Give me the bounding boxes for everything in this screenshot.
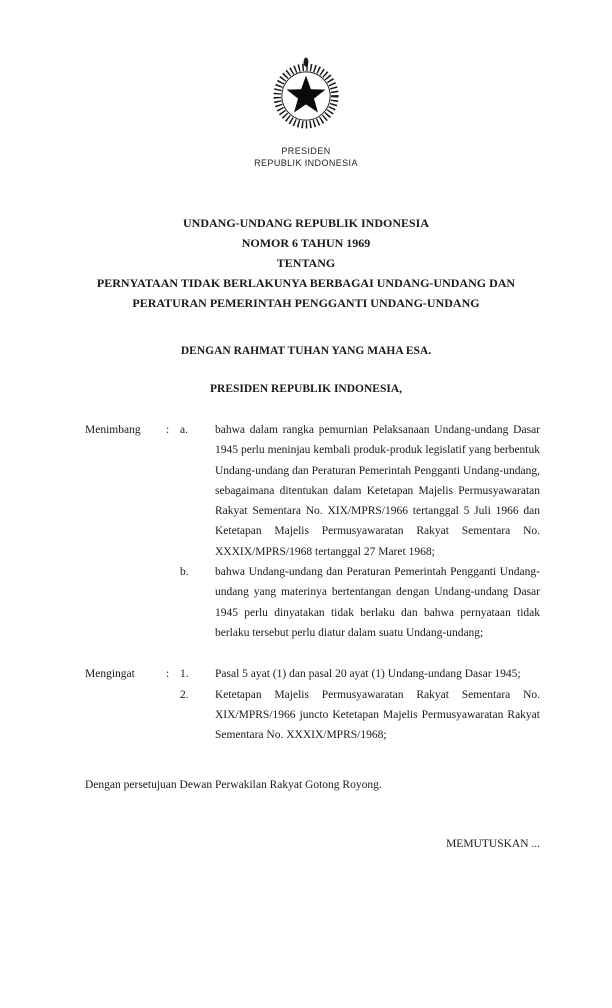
invocation-line: DENGAN RAHMAT TUHAN YANG MAHA ESA. bbox=[180, 345, 432, 357]
item-text: bahwa Undang-undang dan Peraturan Pemerintah Pengganti Undang-undang yang materinya bertentangan dengan Undang-undang Dasar 1945 perlu dinyatakan tidak berlaku dan bahwa pernyataan tidak berlaku tersebut perlu diatur dalam suatu Undang-undang; bbox=[215, 566, 540, 639]
menimbang-colon: : bbox=[166, 424, 170, 436]
state-emblem-icon bbox=[268, 57, 344, 140]
title-line-3: TENTANG bbox=[276, 256, 336, 270]
menimbang-label: Menimbang bbox=[85, 424, 141, 436]
mengingat-colon: : bbox=[166, 668, 170, 681]
letterhead-presiden: PRESIDEN bbox=[281, 146, 331, 156]
item-marker: 2. bbox=[180, 688, 189, 701]
document-body bbox=[0, 420, 612, 854]
recitals-section bbox=[85, 664, 540, 745]
mengingat-label: Mengingat bbox=[85, 668, 135, 681]
issuer-line: PRESIDEN REPUBLIK INDONESIA, bbox=[209, 383, 403, 395]
document-title-block bbox=[0, 213, 612, 313]
title-line-5: PERATURAN PEMERINTAH PENGGANTI UNDANG-UNDANG bbox=[132, 296, 480, 310]
title-line-2: NOMOR 6 TAHUN 1969 bbox=[241, 236, 371, 250]
item-marker: b. bbox=[180, 566, 189, 579]
continuation-catchword: MEMUTUSKAN ... bbox=[446, 837, 540, 850]
item-text: Pasal 5 ayat (1) dan pasal 20 ayat (1) Undang-undang Dasar 1945; bbox=[215, 668, 521, 681]
title-line-4: PERNYATAAN TIDAK BERLAKUNYA BERBAGAI UNDANG-UNDANG DAN bbox=[96, 276, 516, 290]
agreement-line: Dengan persetujuan Dewan Perwakilan Rakyat Gotong Royong. bbox=[85, 779, 382, 792]
letterhead bbox=[0, 57, 612, 140]
letterhead-republik-indonesia: REPUBLIK INDONESIA bbox=[254, 158, 358, 168]
title-line-1: UNDANG-UNDANG REPUBLIK INDONESIA bbox=[182, 216, 430, 230]
item-text: bahwa dalam rangka pemurnian Pelaksanaan Undang-undang Dasar 1945 perlu meninjau kembali produk-produk legislatif yang berbentuk Undang-undang dan Peraturan Pemerintah Pengganti Undang-undang, sebagaimana ditentukan dalam Ketetapan Majelis Permusyawaratan Rakyat Sementara No. XIX/MPRS/1966 tertanggal 5 Juli 1966 dan Ketetapan Majelis Permusyawaratan Rakyat Sementara No. XXXIX/MPRS/1968 tertanggal 27 Maret 1968; bbox=[215, 424, 540, 558]
consideration-item-b bbox=[85, 562, 540, 643]
item-marker: 1. bbox=[180, 668, 189, 681]
recital-item-1 bbox=[85, 664, 540, 684]
considerations-section bbox=[85, 420, 540, 643]
consideration-item-a bbox=[85, 420, 540, 562]
item-text: Ketetapan Majelis Permusyawaratan Rakyat Sementara No. XIX/MPRS/1966 juncto Ketetapan Majelis Permusyawaratan Rakyat Sementara No. XXXIX/MPRS/1968; bbox=[215, 688, 540, 742]
item-marker: a. bbox=[180, 424, 188, 436]
recital-item-2 bbox=[85, 685, 540, 746]
